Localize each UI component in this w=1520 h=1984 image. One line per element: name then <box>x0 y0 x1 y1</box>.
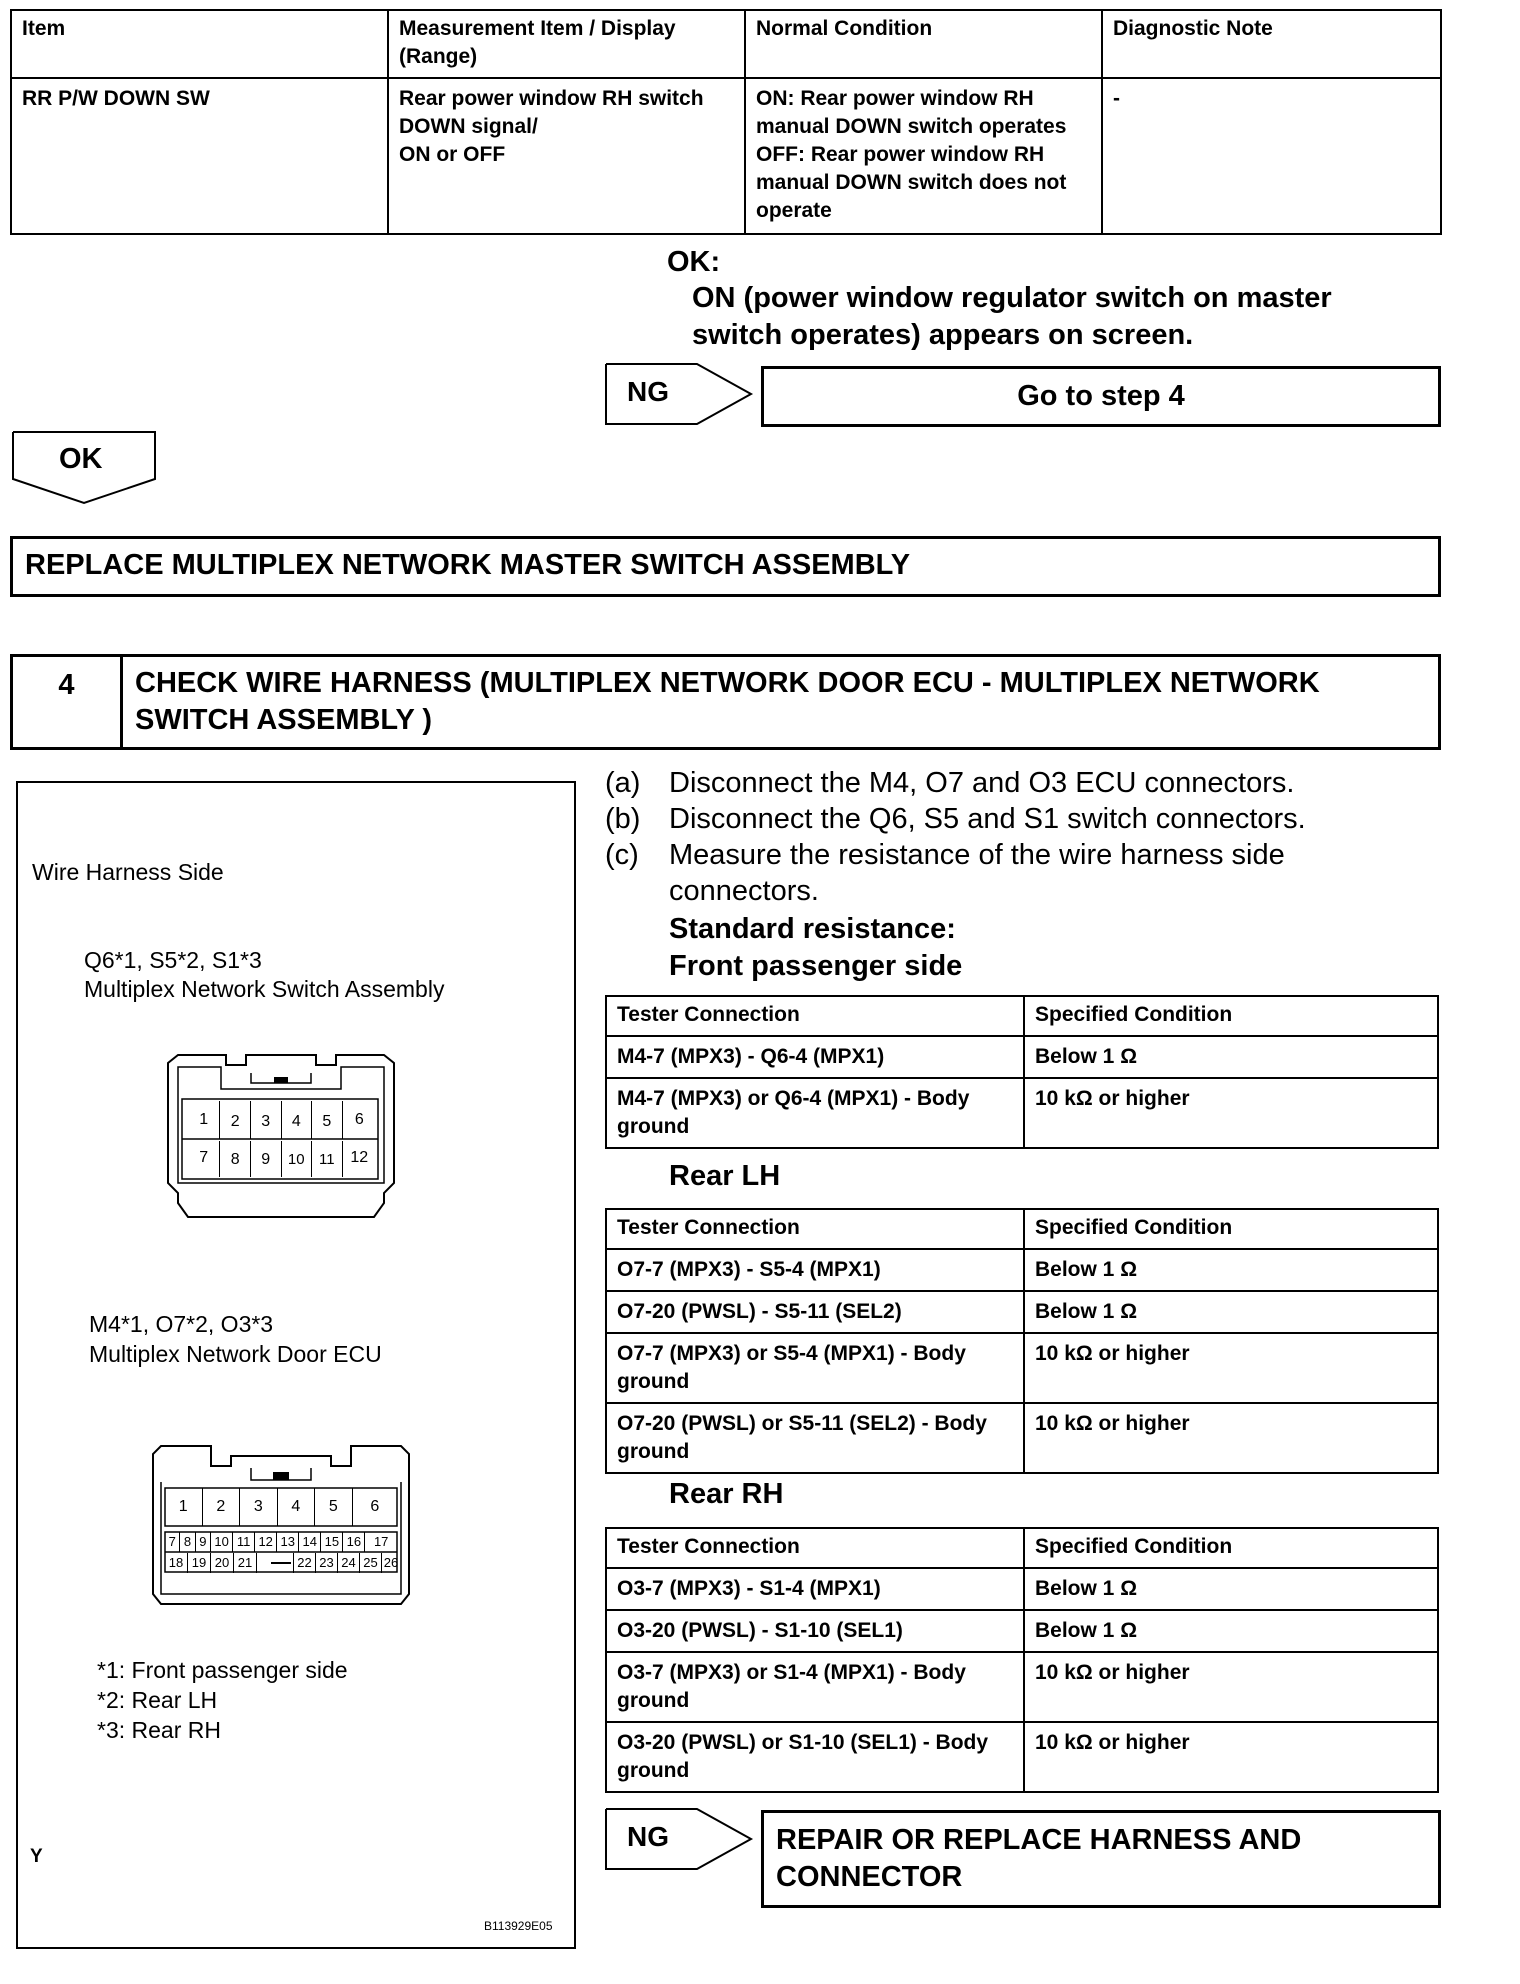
step-number: 4 <box>13 657 123 747</box>
normal-line: manual DOWN switch does not <box>756 171 1067 194</box>
pin: 15 <box>321 1532 343 1552</box>
cell-condition: 10 kΩ or higher <box>1024 1403 1438 1473</box>
instruction-marker: (b) <box>605 803 641 835</box>
measurement-line: DOWN signal/ <box>399 115 538 138</box>
table-header-row <box>11 10 1441 78</box>
instruction-text: Disconnect the Q6, S5 and S1 switch connectors. <box>669 803 1306 835</box>
pin: 6 <box>354 1111 364 1128</box>
header-diagnostic-note: Diagnostic Note <box>1102 10 1441 78</box>
ecu-name: Multiplex Network Door ECU <box>89 1341 382 1367</box>
rear-rh-heading: Rear RH <box>669 1478 784 1510</box>
cell-normal-condition <box>745 78 1102 234</box>
step-title <box>135 665 1320 739</box>
pin: 8 <box>220 1141 251 1177</box>
instruction-item <box>605 801 1465 837</box>
cell-diagnostic-note: - <box>1102 78 1441 234</box>
cell-connection: O3-20 (PWSL) - S1-10 (SEL1) <box>606 1610 1024 1652</box>
cell-condition: 10 kΩ or higher <box>1024 1333 1438 1403</box>
pin: 7 <box>188 1141 220 1177</box>
pin: 4 <box>278 1488 316 1526</box>
ecu-pin-row-bottom-right <box>293 1553 400 1573</box>
ng-arrow-2 <box>605 1808 755 1870</box>
table-header-row <box>606 996 1438 1036</box>
cell-connection: M4-7 (MPX3) or Q6-4 (MPX1) - Body ground <box>606 1078 1024 1148</box>
repair-harness-link[interactable] <box>761 1810 1441 1908</box>
ecu-pin-row-bottom-left <box>165 1553 257 1573</box>
pin: 23 <box>316 1553 338 1573</box>
header-tester-connection: Tester Connection <box>606 996 1024 1036</box>
ok-condition-line: switch operates) appears on screen. <box>692 319 1194 351</box>
pin: 24 <box>338 1553 360 1573</box>
pin: 17 <box>373 1534 389 1549</box>
cell-connection: M4-7 (MPX3) - Q6-4 (MPX1) <box>606 1036 1024 1078</box>
switch-pin-row-bottom <box>188 1141 376 1177</box>
instruction-text: Measure the resistance of the wire harness side <box>669 839 1285 871</box>
instruction-item <box>605 837 1465 873</box>
measurement-line: ON or OFF <box>399 143 506 166</box>
instruction-item <box>605 765 1465 801</box>
replace-master-switch-box: REPLACE MULTIPLEX NETWORK MASTER SWITCH ASSEMBLY <box>10 536 1441 597</box>
step-4-header <box>10 654 1441 750</box>
data-monitor-table <box>10 9 1442 235</box>
pin: 20 <box>211 1553 234 1573</box>
ng-label: NG <box>627 1821 669 1852</box>
table-header-row <box>606 1209 1438 1249</box>
switch-pin-row-top <box>188 1101 376 1139</box>
header-specified-condition: Specified Condition <box>1024 1209 1438 1249</box>
switch-name: Multiplex Network Switch Assembly <box>84 976 445 1002</box>
pin: 7 <box>165 1532 180 1552</box>
cell-condition: Below 1 Ω <box>1024 1568 1438 1610</box>
cell-connection: O3-7 (MPX3) or S1-4 (MPX1) - Body ground <box>606 1652 1024 1722</box>
ok-arrow <box>12 431 158 505</box>
pin: 16 <box>343 1532 365 1552</box>
figure-id: B113929E05 <box>484 1919 553 1933</box>
ok-arrow-label: OK <box>59 443 103 475</box>
pin: 22 <box>293 1553 316 1573</box>
pin: 5 <box>312 1101 343 1139</box>
pin: 9 <box>196 1532 211 1552</box>
table-row <box>606 1403 1438 1473</box>
step-title-line: CHECK WIRE HARNESS (MULTIPLEX NETWORK DOOR ECU - MULTIPLEX NETWORK <box>135 667 1320 699</box>
pin: 3 <box>240 1488 278 1526</box>
cell-connection: O7-7 (MPX3) - S5-4 (MPX1) <box>606 1249 1024 1291</box>
normal-line: ON: Rear power window RH <box>756 87 1034 110</box>
table-row <box>606 1291 1438 1333</box>
pin: 12 <box>350 1149 369 1166</box>
ng-label: NG <box>627 376 669 407</box>
pin: 4 <box>282 1101 313 1139</box>
table-row <box>11 78 1441 234</box>
ecu-connector-drawing <box>151 1444 411 1608</box>
pin: 14 <box>299 1532 321 1552</box>
header-specified-condition: Specified Condition <box>1024 1528 1438 1568</box>
table-row <box>606 1078 1438 1148</box>
header-normal-condition: Normal Condition <box>745 10 1102 78</box>
repair-line: REPAIR OR REPLACE HARNESS AND <box>776 1824 1302 1856</box>
pin: 1 <box>165 1488 203 1526</box>
normal-line: manual DOWN switch operates <box>756 115 1067 138</box>
go-to-step-4-link[interactable]: Go to step 4 <box>761 366 1441 427</box>
table-row <box>606 1568 1438 1610</box>
cell-condition: Below 1 Ω <box>1024 1036 1438 1078</box>
cell-connection: O7-20 (PWSL) or S5-11 (SEL2) - Body ground <box>606 1403 1024 1473</box>
cell-connection: O7-20 (PWSL) - S5-11 (SEL2) <box>606 1291 1024 1333</box>
ecu-pin-row-top <box>165 1488 397 1526</box>
connector-illustration <box>16 781 576 1949</box>
pin: 25 <box>360 1553 382 1573</box>
header-tester-connection: Tester Connection <box>606 1528 1024 1568</box>
pin: 9 <box>251 1141 282 1177</box>
instruction-marker: (c) <box>605 839 639 871</box>
header-item: Item <box>11 10 388 78</box>
cell-connection: O7-7 (MPX3) or S5-4 (MPX1) - Body ground <box>606 1333 1024 1403</box>
cell-condition: Below 1 Ω <box>1024 1610 1438 1652</box>
instruction-list <box>605 765 1465 909</box>
front-passenger-table <box>605 995 1439 1149</box>
instruction-continuation: connectors. <box>669 875 819 907</box>
pin: 21 <box>234 1553 257 1573</box>
ecu-pin-gap-line <box>271 1562 291 1564</box>
cell-measurement <box>388 78 745 234</box>
step-title-line: SWITCH ASSEMBLY ) <box>135 704 433 736</box>
table-row <box>606 1249 1438 1291</box>
normal-line: OFF: Rear power window RH <box>756 143 1045 166</box>
cell-condition: 10 kΩ or higher <box>1024 1652 1438 1722</box>
rear-lh-table <box>605 1208 1439 1474</box>
ecu-codes: M4*1, O7*2, O3*3 <box>89 1311 274 1337</box>
header-measurement: Measurement Item / Display (Range) <box>388 10 745 78</box>
table-row <box>606 1610 1438 1652</box>
table-row <box>606 1722 1438 1792</box>
ok-label: OK: <box>667 246 721 278</box>
cell-condition: Below 1 Ω <box>1024 1249 1438 1291</box>
footnote-1: *1: Front passenger side <box>97 1657 348 1683</box>
switch-pin-grid <box>188 1101 376 1177</box>
pin: 6 <box>370 1498 380 1515</box>
table-header-row <box>606 1528 1438 1568</box>
cell-condition: 10 kΩ or higher <box>1024 1722 1438 1792</box>
pin: 19 <box>188 1553 211 1573</box>
cell-item: RR P/W DOWN SW <box>11 78 388 234</box>
cell-condition: 10 kΩ or higher <box>1024 1078 1438 1148</box>
wire-harness-side-label: Wire Harness Side <box>32 859 224 885</box>
pin: 11 <box>312 1141 343 1177</box>
pin: 2 <box>220 1101 251 1139</box>
ng-arrow-1 <box>605 363 755 425</box>
instruction-text: Disconnect the M4, O7 and O3 ECU connectors. <box>669 767 1295 799</box>
header-specified-condition: Specified Condition <box>1024 996 1438 1036</box>
pin: 12 <box>255 1532 277 1552</box>
pin: 18 <box>165 1553 188 1573</box>
footnote-2: *2: Rear LH <box>97 1687 218 1713</box>
cell-connection: O3-7 (MPX3) - S1-4 (MPX1) <box>606 1568 1024 1610</box>
table-row <box>606 1652 1438 1722</box>
pin: 10 <box>282 1141 313 1177</box>
rear-lh-heading: Rear LH <box>669 1160 781 1192</box>
table-row <box>606 1333 1438 1403</box>
footnote-3: *3: Rear RH <box>97 1717 221 1743</box>
pin: 10 <box>211 1532 233 1552</box>
cell-condition: Below 1 Ω <box>1024 1291 1438 1333</box>
instruction-marker: (a) <box>605 767 641 799</box>
ecu-pin-row-mid <box>165 1532 397 1552</box>
normal-line: operate <box>756 199 832 222</box>
pin: 26 <box>383 1555 399 1570</box>
repair-line: CONNECTOR <box>776 1861 963 1893</box>
header-tester-connection: Tester Connection <box>606 1209 1024 1249</box>
pin: 3 <box>251 1101 282 1139</box>
standard-resistance-label: Standard resistance: <box>669 913 956 945</box>
table-row <box>606 1036 1438 1078</box>
pin: 1 <box>188 1101 220 1139</box>
measurement-line: Rear power window RH switch <box>399 87 704 110</box>
pin: 2 <box>203 1488 241 1526</box>
ecu-pin-row-bottom <box>165 1553 397 1573</box>
cell-connection: O3-20 (PWSL) or S1-10 (SEL1) - Body ground <box>606 1722 1024 1792</box>
ok-condition-line: ON (power window regulator switch on master <box>692 282 1332 314</box>
front-passenger-heading: Front passenger side <box>669 950 963 982</box>
rear-rh-table <box>605 1527 1439 1793</box>
corner-letter: Y <box>30 1846 43 1867</box>
pin: 13 <box>277 1532 299 1552</box>
pin: 8 <box>180 1532 195 1552</box>
pin: 5 <box>315 1488 353 1526</box>
switch-codes: Q6*1, S5*2, S1*3 <box>84 947 262 973</box>
pin: 11 <box>233 1532 255 1552</box>
